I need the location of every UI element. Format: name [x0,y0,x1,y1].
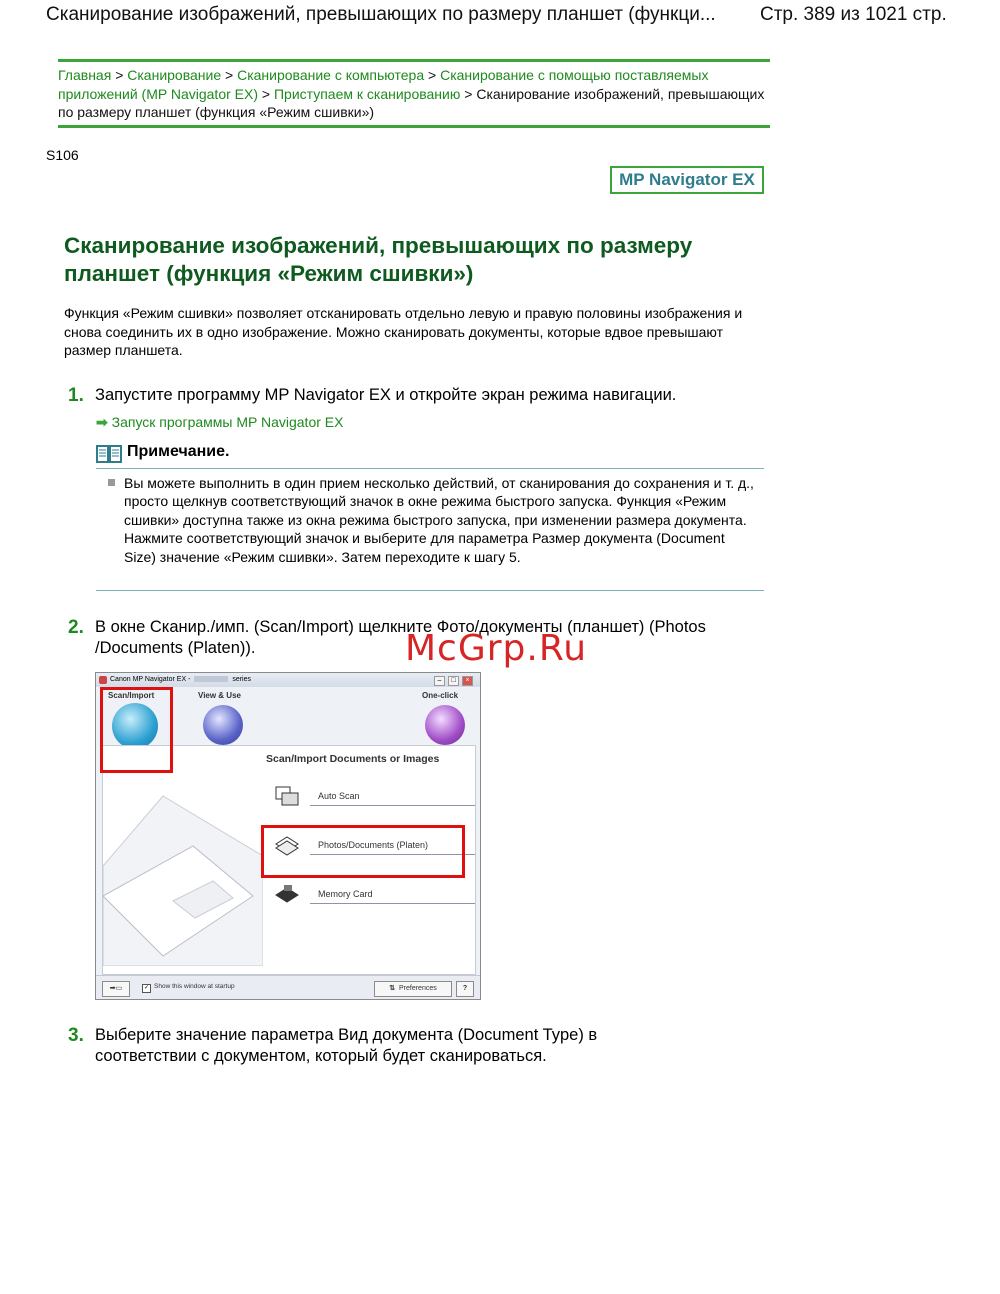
startup-checkbox[interactable]: ✓ [143,985,150,991]
mp-navigator-window-screenshot [95,672,481,1000]
highlight-scan-import [100,687,173,773]
breadcrumb-bottom-rule [58,125,770,128]
breadcrumb-scanning-link[interactable]: Сканирование [127,67,222,83]
note-top-rule [96,468,764,469]
item-divider [310,903,475,904]
square-bullet-icon [108,479,115,486]
breadcrumb-current: Сканирование изображений, превышающих по размеру планшет (функция «Режим сшивки») [58,85,765,120]
note-heading: Примечание. [127,443,230,460]
page-counter: Стр. 389 из 1021 стр. [760,4,947,25]
minimize-icon[interactable]: – [434,676,445,686]
tab-one-click[interactable]: One-click [422,691,459,700]
arrow-right-icon: ➡ [96,414,108,430]
scanner-illustration [103,786,263,966]
breadcrumb-home-link[interactable]: Главная [58,67,112,83]
step-2-text: В окне Сканир./имп. (Scan/Import) щелкните Фото/документы (планшет) (Photos /Documents (Platen)). [95,618,706,657]
breadcrumb [58,66,770,122]
breadcrumb-separator: > [428,67,437,83]
switch-mode-button[interactable]: ➡▭ [102,981,130,997]
start-navigator-link[interactable] [96,414,343,431]
note-bottom-rule [96,590,764,591]
page-title: Сканирование изображений, превышающих по размеру планшет (функция «Режим сшивки») [64,233,693,286]
window-bottom-bar [96,975,480,1000]
memory-card-item[interactable]: Memory Card [318,889,373,899]
breadcrumb-separator: > [115,67,124,83]
start-navigator-link-label: Запуск программы MP Navigator EX [111,414,344,430]
close-icon[interactable]: × [462,676,473,686]
maximize-icon[interactable]: □ [448,676,459,686]
step-3-number: 3. [68,1025,84,1046]
step-1-number: 1. [68,385,84,406]
mp-navigator-badge: MP Navigator EX [610,166,764,194]
breadcrumb-separator: > [261,85,271,102]
show-startup-label: Show this window at startup [154,983,235,990]
photos-documents-platen-item[interactable]: Photos/Documents (Platen) [318,840,429,850]
breadcrumb-separator: > [225,67,234,83]
help-button[interactable]: ? [456,981,474,997]
step-1-text: Запустите программу MP Navigator EX и откройте экран режима навигации. [95,386,677,404]
preferences-button[interactable]: ⇅ Preferences [374,981,452,997]
app-icon [99,676,107,684]
auto-scan-item[interactable]: Auto Scan [318,791,360,801]
open-book-icon [96,444,122,464]
intro-paragraph: Функция «Режим сшивки» позволяет отсканировать отдельно левую и правую половины изображения и снова соединить их в одно изображение. Можно сканировать документы, которые вдвое превышают размер планшета. [64,305,743,358]
breadcrumb-getting-started-link[interactable]: Приступаем к сканированию [273,85,461,102]
breadcrumb-separator: > [464,85,473,102]
highlight-photos-documents [261,825,465,878]
auto-scan-icon [274,785,300,807]
watermark: McGrp.Ru [405,628,588,669]
step-3-text: Выберите значение параметра Вид документа (Document Type) в соответствии с документом, который будет сканироваться. [95,1026,598,1065]
document-code: S106 [46,147,79,163]
breadcrumb-top-rule [58,59,770,62]
tab-view-use[interactable]: View & Use [198,691,241,700]
view-use-icon[interactable] [203,705,243,745]
document-header-title: Сканирование изображений, превышающих по размеру планшет (функци... [46,4,716,25]
breadcrumb-scan-with-apps-link[interactable]: Сканирование с помощью поставляемых приложений (MP Navigator EX) [58,67,709,102]
window-titlebar [96,673,480,687]
item-divider [310,805,475,806]
note-text: Вы можете выполнить в один прием несколько действий, от сканирования до сохранения и т. д., просто щелкнув соответствующий значок в окне режима быстрого запуска. Функция «Режим сшивки» доступна также из окна режима быстрого запуска, при изменении размера документа. Нажмите соответствующий значок и выберите для параметра Размер документа (Document Size) значение «Режим сшивки». Затем переходите к шагу 5. [124,475,754,565]
window-title: Canon MP Navigator EX - series [110,676,252,683]
tab-scan-import[interactable]: Scan/Import [108,691,155,700]
step-2-number: 2. [68,617,84,638]
one-click-icon[interactable] [425,705,465,745]
memory-card-icon [274,883,300,905]
panel-heading: Scan/Import Documents or Images [266,753,440,765]
breadcrumb-scan-from-computer-link[interactable]: Сканирование с компьютера [237,67,425,83]
